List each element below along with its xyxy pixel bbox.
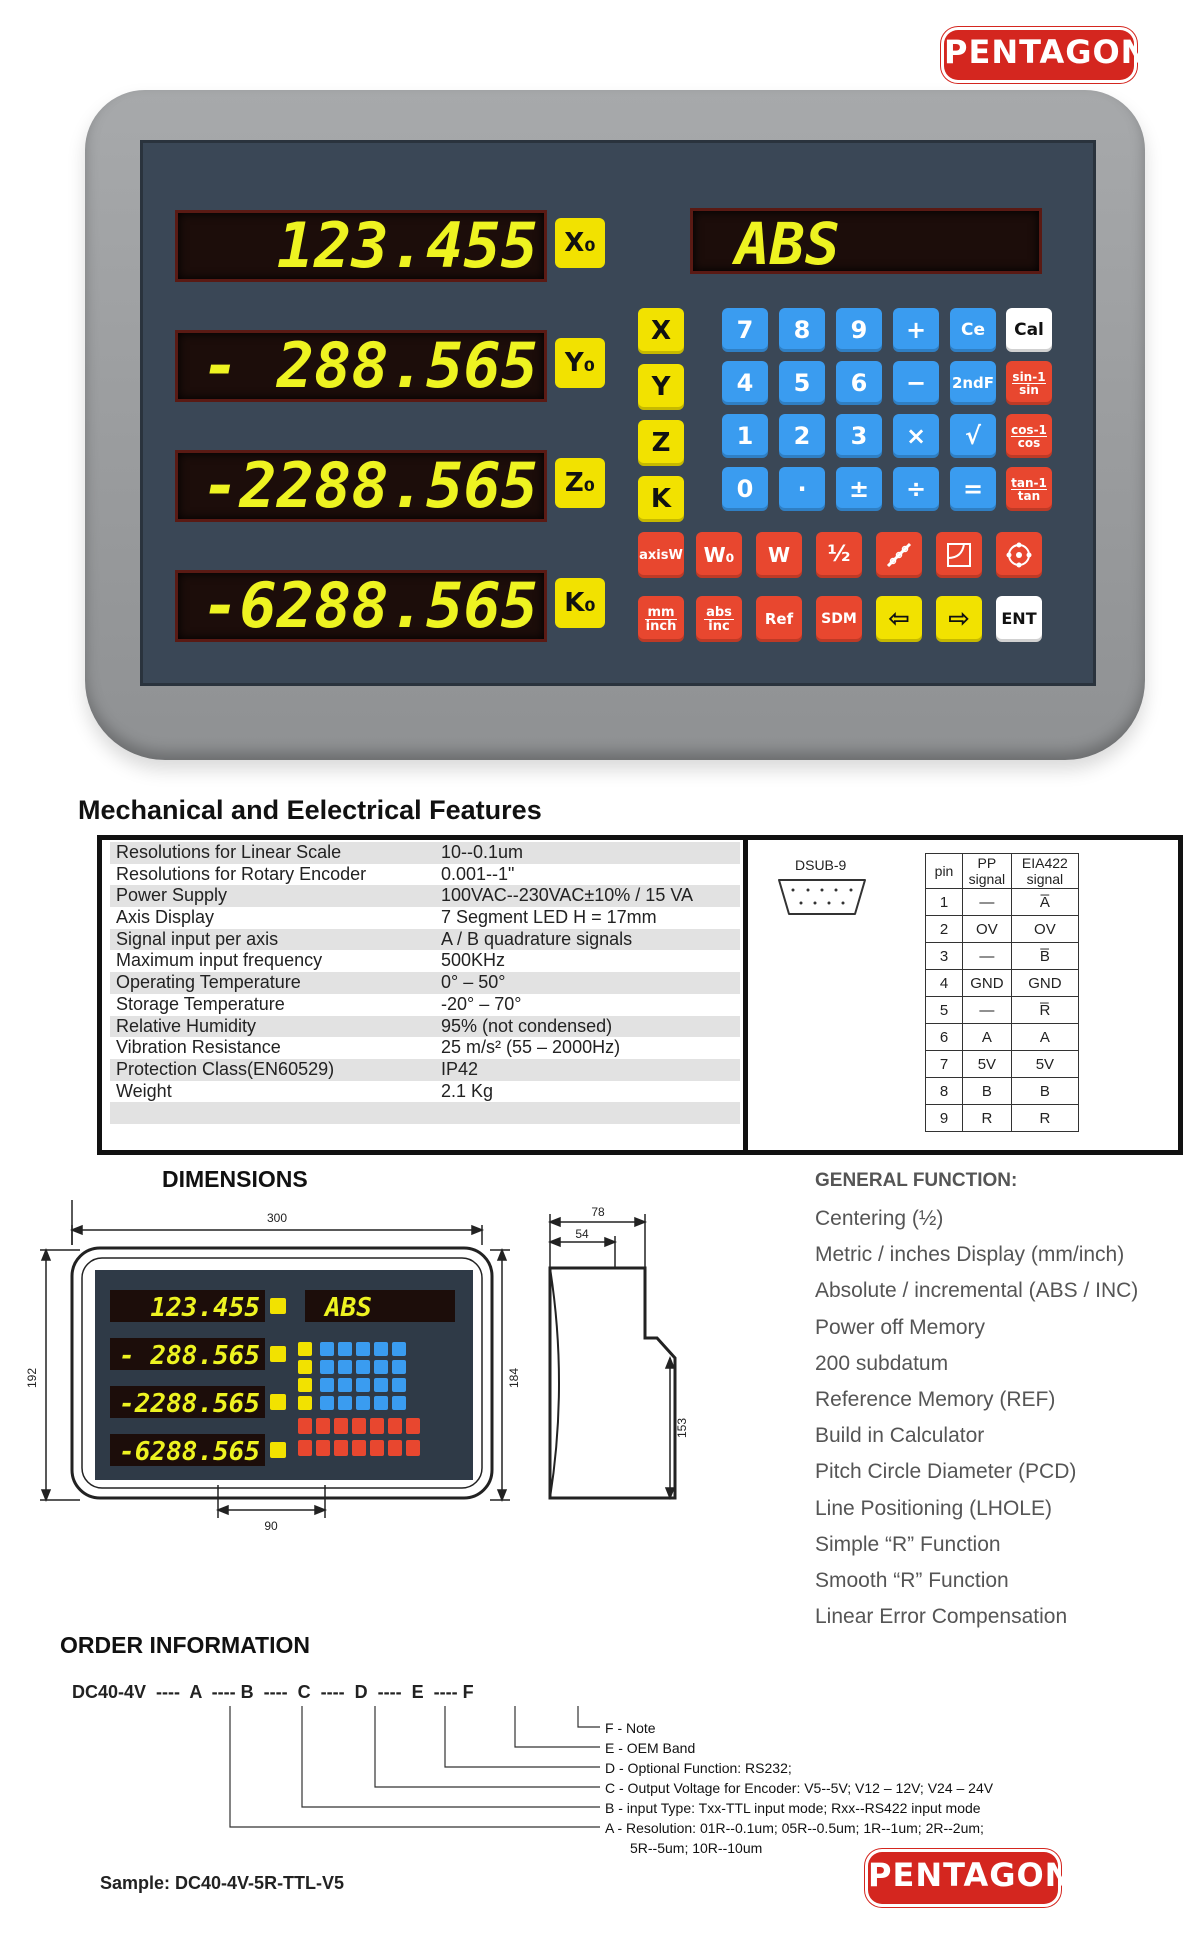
features-divider [743, 835, 748, 1150]
general-function-title: GENERAL FUNCTION: [815, 1170, 1018, 1191]
dim-bottom-label: 90 [264, 1519, 278, 1533]
dim-height-label: 192 [25, 1367, 39, 1389]
feature-row [110, 1059, 740, 1081]
general-function-list [815, 1204, 1138, 1638]
mini-key [320, 1342, 334, 1356]
key-1[interactable]: 1 [722, 414, 768, 458]
general-function-item: Absolute / incremental (ABS / INC) [815, 1279, 1139, 1303]
key-axisw[interactable]: axisW [638, 532, 684, 578]
axis-y-key[interactable]: Y [638, 364, 684, 410]
pin-pp: A [963, 1024, 1012, 1051]
key-inch-label: inch [645, 618, 677, 634]
general-function-item: Power off Memory [815, 1315, 985, 1339]
feature-row [110, 950, 740, 972]
key-plus[interactable]: + [893, 308, 939, 352]
feature-value: 2.1 Kg [441, 1080, 494, 1101]
z-zero-key[interactable]: Z₀ [555, 458, 605, 508]
order-item: D - Optional Function: RS232; [605, 1760, 792, 1776]
key-2ndf[interactable]: 2ndF [950, 361, 996, 405]
pin-row [926, 1051, 1079, 1078]
pin-table [925, 853, 1079, 1132]
line-hole-icon [884, 540, 914, 570]
pin-row [926, 997, 1079, 1024]
feature-label: Vibration Resistance [116, 1037, 281, 1058]
key-ce[interactable]: Ce [950, 308, 996, 352]
order-item: 5R--5um; 10R--10um [630, 1840, 763, 1856]
mini-key [374, 1396, 388, 1410]
feature-value: A / B quadrature signals [441, 928, 633, 949]
dimensions-title: DIMENSIONS [162, 1166, 308, 1192]
feature-row [110, 864, 740, 886]
mini-key [406, 1418, 420, 1434]
pp-header: PP signal [963, 854, 1012, 889]
general-function-item: Build in Calculator [815, 1424, 985, 1448]
feature-label: Power Supply [116, 885, 228, 906]
k-axis-display: -6288.565 [175, 570, 547, 642]
key-cos-bottom: cos [1017, 435, 1041, 450]
pin-eia: R̅ [1011, 997, 1078, 1024]
feature-label: Axis Display [116, 907, 215, 928]
pin-eia: B̅ [1011, 943, 1078, 970]
mini-key [338, 1360, 352, 1374]
pin-number: 2 [926, 916, 963, 943]
feature-row [110, 1081, 740, 1103]
brand-logo [944, 30, 1149, 80]
order-item: C - Output Voltage for Encoder: V5--5V; V12 – 12V; V24 – 24V [605, 1780, 994, 1796]
key-3[interactable]: 3 [836, 414, 882, 458]
key-sin-bottom: sin [1019, 382, 1039, 397]
eia-header: EIA422 signal [1011, 854, 1078, 889]
pin-row [926, 1024, 1079, 1051]
pin-number: 6 [926, 1024, 963, 1051]
pin-pp: GND [963, 970, 1012, 997]
pcd-icon [1004, 540, 1034, 570]
feature-value: 500KHz [441, 950, 506, 971]
mini-key [392, 1396, 406, 1410]
mini-key [338, 1378, 352, 1392]
key-sdm[interactable]: SDM [816, 596, 862, 642]
pin-number: 9 [926, 1105, 963, 1132]
mini-key [320, 1360, 334, 1374]
general-function-item: Line Positioning (LHOLE) [815, 1496, 1052, 1520]
order-item: E - OEM Band [605, 1740, 696, 1756]
key-0[interactable]: 0 [722, 467, 768, 511]
mini-key [392, 1360, 406, 1374]
key-w[interactable]: W [756, 532, 802, 578]
pin-pp: — [963, 889, 1012, 916]
pin-eia: 5V [1011, 1051, 1078, 1078]
feature-value: 0.001--1" [441, 863, 515, 884]
pin-pp: R [963, 1105, 1012, 1132]
brand-logo-bottom-text: PENTAGON [868, 1856, 1073, 1894]
x-axis-display: 123.455 [175, 210, 547, 282]
mini-z-display: -2288.565 [119, 1389, 260, 1419]
mini-key [352, 1418, 366, 1434]
key-w0[interactable]: W₀ [696, 532, 742, 578]
feature-row [110, 1037, 740, 1059]
pin-eia: GND [1011, 970, 1078, 997]
key-2[interactable]: 2 [779, 414, 825, 458]
key-7[interactable]: 7 [722, 308, 768, 352]
mini-key [406, 1440, 420, 1456]
key-cos-top: cos-1 [1011, 422, 1047, 437]
order-item: F - Note [605, 1720, 656, 1736]
general-function-item: Reference Memory (REF) [815, 1387, 1056, 1411]
feature-value: 7 Segment LED H = 17mm [441, 907, 657, 928]
feature-row [110, 994, 740, 1016]
key-abs-label: abs [706, 604, 732, 620]
arrow-right-key[interactable]: ⇨ [936, 596, 982, 642]
feature-label: Resolutions for Rotary Encoder [116, 863, 367, 884]
line-hole-key[interactable] [876, 532, 922, 578]
feature-value: -20° – 70° [441, 993, 522, 1014]
general-function-item: 200 subdatum [815, 1351, 949, 1375]
pin-row [926, 943, 1079, 970]
order-title: ORDER INFORMATION [60, 1632, 311, 1658]
mini-key [352, 1440, 366, 1456]
pin-number: 1 [926, 889, 963, 916]
pin-row [926, 970, 1079, 997]
key-abs-inc[interactable] [696, 596, 742, 642]
feature-label: Signal input per axis [116, 928, 279, 949]
feature-label: Relative Humidity [116, 1015, 257, 1036]
pin-number: 4 [926, 970, 963, 997]
mini-key [316, 1418, 330, 1434]
key-ent[interactable]: ENT [996, 596, 1042, 642]
pin-number: 8 [926, 1078, 963, 1105]
mini-key [298, 1418, 312, 1434]
feature-row [110, 972, 740, 994]
mini-key [316, 1440, 330, 1456]
mini-key [356, 1396, 370, 1410]
pin-row [926, 1105, 1079, 1132]
k-zero-key[interactable]: K₀ [555, 578, 605, 628]
pcd-key[interactable] [996, 532, 1042, 578]
feature-row [110, 842, 740, 864]
mini-y-display: - 288.565 [119, 1341, 260, 1371]
pin-number: 3 [926, 943, 963, 970]
key-sqrt[interactable]: √ [950, 414, 996, 458]
mini-key [370, 1440, 384, 1456]
mini-key [374, 1360, 388, 1374]
mini-key [320, 1396, 334, 1410]
key-mm-inch[interactable] [638, 596, 684, 642]
mini-k-display: -6288.565 [119, 1437, 260, 1467]
feature-row [110, 885, 740, 907]
y-axis-display: - 288.565 [175, 330, 547, 402]
arc-key[interactable] [936, 532, 982, 578]
order-sample: Sample: DC40-4V-5R-TTL-V5 [100, 1873, 345, 1893]
key-8[interactable]: 8 [779, 308, 825, 352]
key-4[interactable]: 4 [722, 361, 768, 405]
pin-pp: — [963, 997, 1012, 1024]
mini-x-display: 123.455 [150, 1293, 260, 1323]
dim-body-label: 54 [575, 1227, 589, 1241]
key-multiply[interactable]: × [893, 414, 939, 458]
general-function-item: Pitch Circle Diameter (PCD) [815, 1460, 1077, 1484]
pin-eia: R [1011, 1105, 1078, 1132]
feature-label: Maximum input frequency [116, 950, 323, 971]
key-9[interactable]: 9 [836, 308, 882, 352]
key-tan-bottom: tan [1017, 488, 1041, 503]
feature-label: Resolutions for Linear Scale [116, 842, 342, 862]
mini-mode-display: ABS [325, 1293, 372, 1323]
axis-x-key[interactable]: X [638, 308, 684, 354]
feature-value: 100VAC--230VAC±10% / 15 VA [441, 885, 694, 906]
pin-number: 7 [926, 1051, 963, 1078]
mini-key [374, 1378, 388, 1392]
brand-logo-bottom [868, 1852, 1073, 1922]
mini-key [388, 1440, 402, 1456]
mini-key [356, 1360, 370, 1374]
dim-width-label: 300 [266, 1211, 288, 1225]
key-cos[interactable] [1006, 414, 1052, 458]
feature-value: 0° – 50° [441, 972, 506, 993]
axis-z-key[interactable]: Z [638, 420, 684, 466]
pin-row [926, 916, 1079, 943]
pin-row [926, 889, 1079, 916]
key-sin[interactable] [1006, 361, 1052, 405]
key-plus-minus[interactable]: ± [836, 467, 882, 511]
feature-value: IP42 [441, 1058, 479, 1079]
key-half[interactable]: ½ [816, 532, 862, 578]
dim-depth-label: 78 [591, 1205, 605, 1219]
mini-key [334, 1440, 348, 1456]
dsub9-connector-icon [775, 874, 869, 922]
key-tan-top: tan-1 [1011, 475, 1047, 490]
feature-row [110, 907, 740, 929]
mini-key [334, 1418, 348, 1434]
feature-row [110, 1016, 740, 1038]
mini-key [388, 1418, 402, 1434]
mini-key [338, 1396, 352, 1410]
key-cal[interactable]: Cal [1006, 308, 1052, 352]
feature-label: Operating Temperature [116, 972, 301, 993]
mode-display: ABS [690, 208, 1042, 274]
pin-pp: — [963, 943, 1012, 970]
pin-number: 5 [926, 997, 963, 1024]
key-tan[interactable] [1006, 467, 1052, 511]
mini-key [298, 1440, 312, 1456]
feature-value: 25 m/s² (55 – 2000Hz) [441, 1037, 621, 1058]
connector-label: DSUB-9 [795, 857, 847, 873]
pin-row [926, 1078, 1079, 1105]
feature-row [110, 929, 740, 951]
pin-eia: A̅ [1011, 889, 1078, 916]
pin-eia: B [1011, 1078, 1078, 1105]
general-function-item: Centering (½) [815, 1207, 944, 1230]
order-code: DC40-4V ---- A ---- B ---- C ---- D ---- E ---- F [72, 1682, 474, 1702]
pin-eia: OV [1011, 916, 1078, 943]
y-zero-key[interactable]: Y₀ [555, 338, 605, 388]
key-6[interactable]: 6 [836, 361, 882, 405]
order-connector-lines [220, 1702, 620, 1832]
feature-row-blank [110, 1102, 740, 1124]
pin-pp: B [963, 1078, 1012, 1105]
x-zero-key[interactable]: X₀ [555, 218, 605, 268]
key-decimal[interactable]: · [779, 467, 825, 511]
order-items [605, 1718, 993, 1858]
dimension-drawing [20, 1200, 700, 1550]
key-sin-top: sin-1 [1012, 369, 1046, 384]
dim-side-label: 153 [675, 1417, 689, 1439]
general-function-item: Smooth “R” Function [815, 1568, 1009, 1592]
dim-inner-height-label: 184 [507, 1367, 521, 1389]
z-axis-display: -2288.565 [175, 450, 547, 522]
feature-value: 10--0.1um [441, 842, 524, 862]
key-ref[interactable]: Ref [756, 596, 802, 642]
key-mm-label: mm [647, 604, 675, 620]
mini-key [392, 1378, 406, 1392]
brand-logo-text: PENTAGON [944, 33, 1149, 71]
key-minus[interactable]: − [893, 361, 939, 405]
features-title: Mechanical and Eelectrical Features [78, 795, 542, 825]
pin-pp: OV [963, 916, 1012, 943]
mini-key [320, 1378, 334, 1392]
axis-k-key[interactable]: K [638, 476, 684, 522]
key-divide[interactable]: ÷ [893, 467, 939, 511]
brand-logo-bottom-sub: Web: www.pentagonmachine.com [920, 1916, 1006, 1922]
mini-key [374, 1342, 388, 1356]
feature-value: 95% (not condensed) [441, 1015, 613, 1036]
general-function-item: Metric / inches Display (mm/inch) [815, 1243, 1125, 1267]
arrow-left-key[interactable]: ⇦ [876, 596, 922, 642]
mini-key [370, 1418, 384, 1434]
mini-key [356, 1378, 370, 1392]
general-function-item: Simple “R” Function [815, 1532, 1001, 1556]
key-5[interactable]: 5 [779, 361, 825, 405]
feature-label: Weight [116, 1080, 172, 1101]
order-item: B - input Type: Txx-TTL input mode; Rxx--RS422 input mode [605, 1800, 981, 1816]
key-inc-label: inc [708, 618, 730, 634]
feature-label: Storage Temperature [116, 993, 285, 1014]
mini-key [338, 1342, 352, 1356]
feature-label: Protection Class(EN60529) [116, 1058, 335, 1079]
order-item: A - Resolution: 01R--0.1um; 05R--0.5um; 1R--1um; 2R--2um; [605, 1820, 984, 1836]
key-equals[interactable]: = [950, 467, 996, 511]
mini-key [392, 1342, 406, 1356]
general-function-item: Linear Error Compensation [815, 1605, 1068, 1629]
pin-pp: 5V [963, 1051, 1012, 1078]
mini-key [356, 1342, 370, 1356]
arc-icon [944, 540, 974, 570]
pin-header: pin [926, 854, 963, 889]
pin-eia: A [1011, 1024, 1078, 1051]
features-table [110, 842, 740, 1124]
